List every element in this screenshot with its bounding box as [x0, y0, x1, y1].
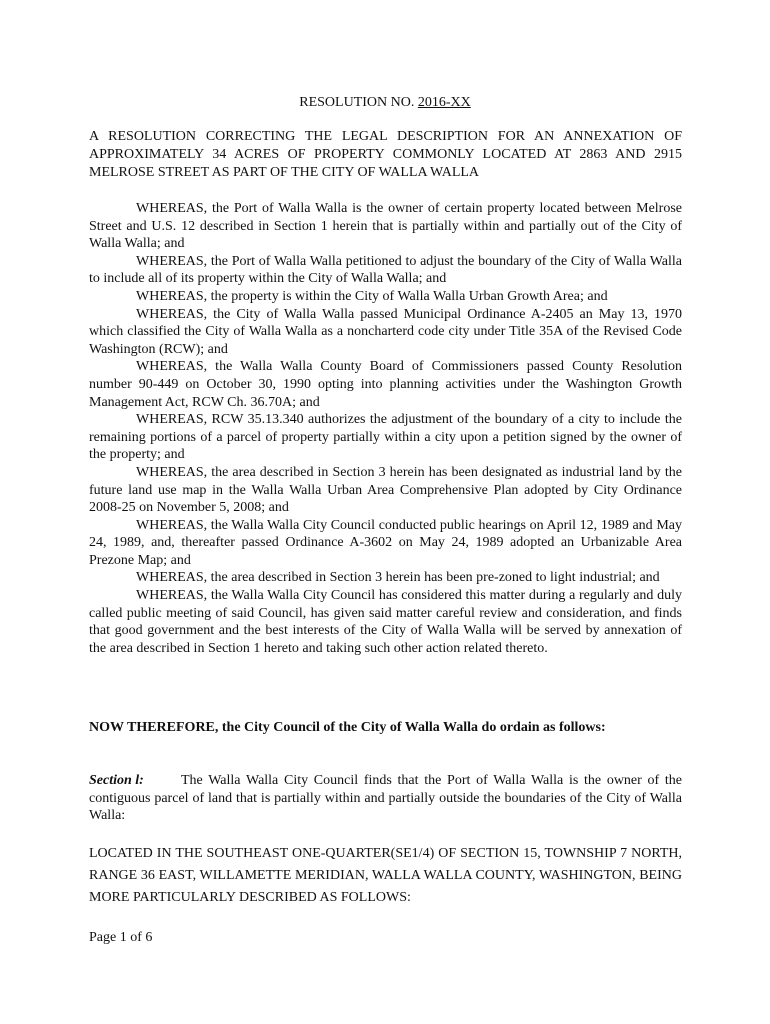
whereas-clause-1: WHEREAS, the Port of Walla Walla is the owner of certain property located between Melrose Street and U.S. 12 described in Section 1 herein that is partially within and partially out of the City of Walla Walla; and	[89, 201, 682, 252]
section-1	[89, 772, 682, 825]
whereas-clause-4: WHEREAS, the City of Walla Walla passed Municipal Ordinance A-2405 an May 13, 1970 which classified the City of Walla Walla as a noncharterd code city under Title 35A of the Revised Code Washington (RCW); and	[89, 306, 682, 357]
resolution-title-prefix: RESOLUTION NO.	[299, 95, 418, 110]
section-1-label: Section l:	[89, 773, 144, 788]
page-footer: Page 1 of 6	[89, 930, 153, 945]
legal-description: LOCATED IN THE SOUTHEAST ONE-QUARTER(SE1/4) OF SECTION 15, TOWNSHIP 7 NORTH, RANGE 36 EAST, WILLAMETTE MERIDIAN, WALLA WALLA COUNTY, WASHINGTON, BEING MORE PARTICULARLY DESCRIBED AS FOLLOWS:	[89, 846, 682, 905]
whereas-clause-2: WHEREAS, the Port of Walla Walla petitioned to adjust the boundary of the City of Walla Walla to include all of its property within the City of Walla Walla; and	[89, 253, 682, 287]
whereas-clauses	[89, 200, 682, 657]
whereas-clause-9: WHEREAS, the area described in Section 3 herein has been pre-zoned to light industrial; and	[136, 570, 660, 586]
whereas-clause-6: WHEREAS, RCW 35.13.340 authorizes the adjustment of the boundary of a city to include the remaining portions of a parcel of property partially within a city upon a petition signed by the owner of the property; and	[89, 412, 682, 463]
whereas-clause-3: WHEREAS, the property is within the City of Walla Walla Urban Growth Area; and	[136, 288, 608, 304]
resolution-heading: A RESOLUTION CORRECTING THE LEGAL DESCRIPTION FOR AN ANNEXATION OF APPROXIMATELY 34 ACRES OF PROPERTY COMMONLY LOCATED AT 2863 AND 2915 MELROSE STREET AS PART OF THE CITY OF WALLA WALLA	[89, 129, 682, 180]
now-therefore-clause: NOW THEREFORE, the City Council of the City of Walla Walla do ordain as follows:	[89, 720, 606, 735]
resolution-title	[0, 95, 770, 111]
whereas-clause-10: WHEREAS, the Walla Walla City Council has considered this matter during a regularly and duly called public meeting of said Council, has given said matter careful review and consideration, and finds that good government and the best interests of the City of Walla Walla will be served by annexation of the area described in Section 1 hereto and taking such other action related thereto.	[89, 588, 682, 656]
whereas-clause-5: WHEREAS, the Walla Walla County Board of Commissioners passed County Resolution number 90-449 on October 30, 1990 opting into planning activities under the Washington Growth Management Act, RCW Ch. 36.70A; and	[89, 359, 682, 410]
whereas-clause-7: WHEREAS, the area described in Section 3 herein has been designated as industrial land by the future land use map in the Walla Walla Urban Area Comprehensive Plan adopted by City Ordinance 2008-25 on November 5, 2008; and	[89, 464, 682, 516]
resolution-number: 2016-XX	[417, 95, 471, 110]
section-1-text: The Walla Walla City Council finds that the Port of Walla Walla is the owner of the contiguous parcel of land that is partially within and partially outside the boundaries of the City of Walla Walla:	[89, 773, 682, 824]
whereas-clause-8: WHEREAS, the Walla Walla City Council conducted public hearings on April 12, 1989 and May 24, 1989, and, thereafter passed Ordinance A-3602 on May 24, 1989 adopted an Urbanizable Area Prezone Map; and	[89, 517, 682, 568]
